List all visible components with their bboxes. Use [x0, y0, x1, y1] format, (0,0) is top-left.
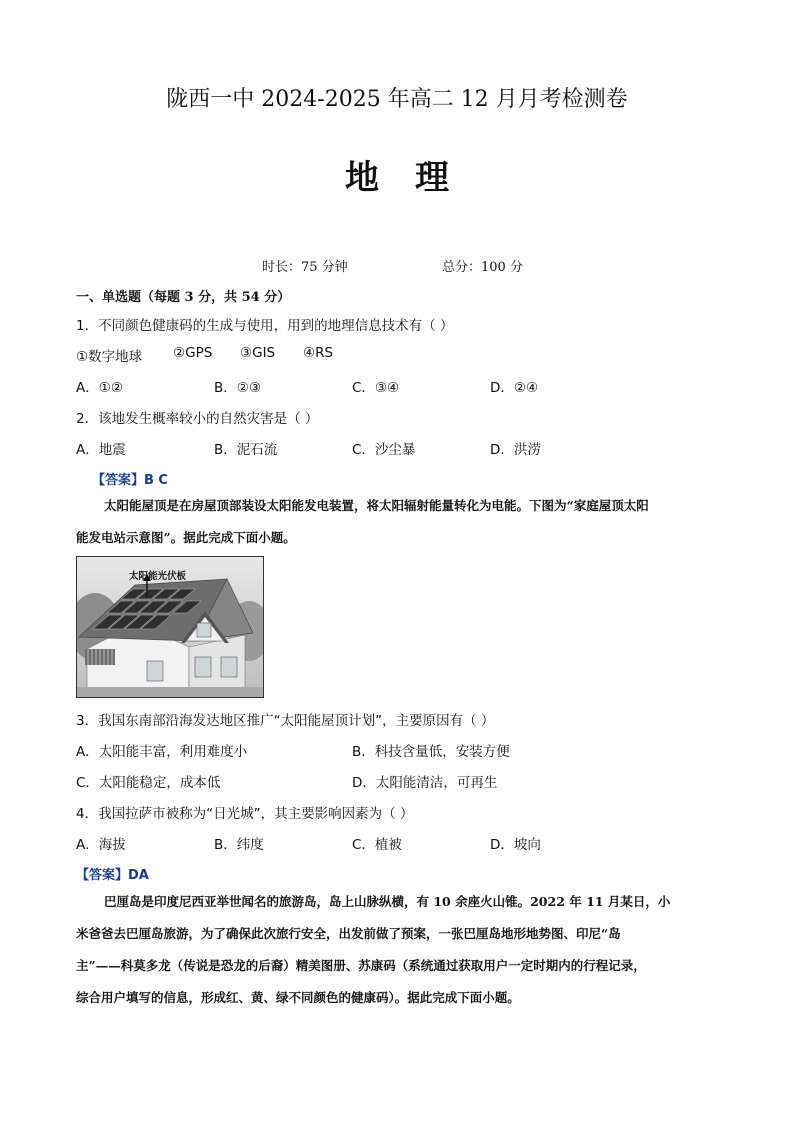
question-3-option-a[interactable]: A．太阳能丰富，利用难度小 [76, 744, 248, 760]
passage-1-line: 太阳能屋顶是在房屋顶部装设太阳能发电装置，将太阳辐射能量转化为电能。下图为“家庭屋顶太阳 [104, 498, 649, 513]
answer-label-1: 【答案】B C [92, 473, 168, 488]
subject-title: 地理 [345, 158, 485, 198]
total-score-text: 总分：100 分 [442, 260, 523, 275]
question-2-option-c[interactable]: C．沙尘暴 [352, 442, 416, 458]
question-3-option-c[interactable]: C．太阳能稳定，成本低 [76, 775, 221, 791]
question-4-stem: 4．我国拉萨市被称为“日光城”，其主要影响因素为（ ） [76, 806, 414, 822]
question-1-option-a[interactable]: A．①② [76, 380, 123, 396]
exam-title: 陇西一中 2024-2025 年高二 12 月月考检测卷 [166, 87, 628, 112]
passage-2-line: 米爸爸去巴厘岛旅游，为了确保此次旅行安全，出发前做了预案，一张巴厘岛地形地势图、印尼“岛 [76, 926, 621, 941]
question-3-option-d[interactable]: D．太阳能清洁，可再生 [352, 775, 498, 791]
passage-2-line: 综合用户填写的信息，形成红、黄、绿不同颜色的健康码）。据此完成下面小题。 [76, 990, 520, 1005]
question-4-option-a[interactable]: A．海拔 [76, 837, 126, 853]
passage-1-line: 能发电站示意图”。据此完成下面小题。 [76, 530, 296, 545]
question-1-option-b[interactable]: B．②③ [214, 380, 261, 396]
solar-panel-label: 太阳能光伏板 [129, 571, 187, 582]
question-3-stem: 3．我国东南部沿海发达地区推广“太阳能屋顶计划”，主要原因有（ ） [76, 713, 495, 729]
question-2-option-a[interactable]: A．地震 [76, 442, 126, 458]
question-1-item: ①数字地球 [76, 349, 143, 365]
passage-2-line: 主”——科莫多龙（传说是恐龙的后裔）精美图册、苏康码（系统通过获取用户一定时期内的行程记录， [76, 958, 646, 973]
question-1-stem: 1．不同颜色健康码的生成与使用，用到的地理信息技术有（ ） [76, 318, 454, 334]
answer-label-2: 【答案】DA [76, 868, 149, 883]
question-4-option-b[interactable]: B．纬度 [214, 837, 264, 853]
question-1-item: ②GPS [173, 345, 213, 361]
question-1-item: ④RS [303, 345, 334, 361]
question-4-option-c[interactable]: C．植被 [352, 837, 402, 853]
duration-text: 时长：75 分钟 [262, 260, 348, 275]
section-heading: 一、单选题（每题 3 分，共 54 分） [76, 290, 291, 305]
question-2-option-d[interactable]: D．洪涝 [490, 442, 541, 458]
question-1-option-d[interactable]: D．②④ [490, 380, 539, 396]
question-1-item: ③GIS [240, 345, 276, 361]
solar-roof-figure [76, 556, 264, 698]
question-2-stem: 2．该地发生概率较小的自然灾害是（ ） [76, 411, 319, 427]
question-1-option-c[interactable]: C．③④ [352, 380, 400, 396]
passage-2-line: 巴厘岛是印度尼西亚举世闻名的旅游岛，岛上山脉纵横，有 10 余座火山锥。2022 年 11 月某日，小 [104, 894, 671, 909]
question-2-option-b[interactable]: B．泥石流 [214, 442, 278, 458]
question-4-option-d[interactable]: D．坡向 [490, 837, 541, 853]
question-3-option-b[interactable]: B．科技含量低，安装方便 [352, 744, 510, 760]
